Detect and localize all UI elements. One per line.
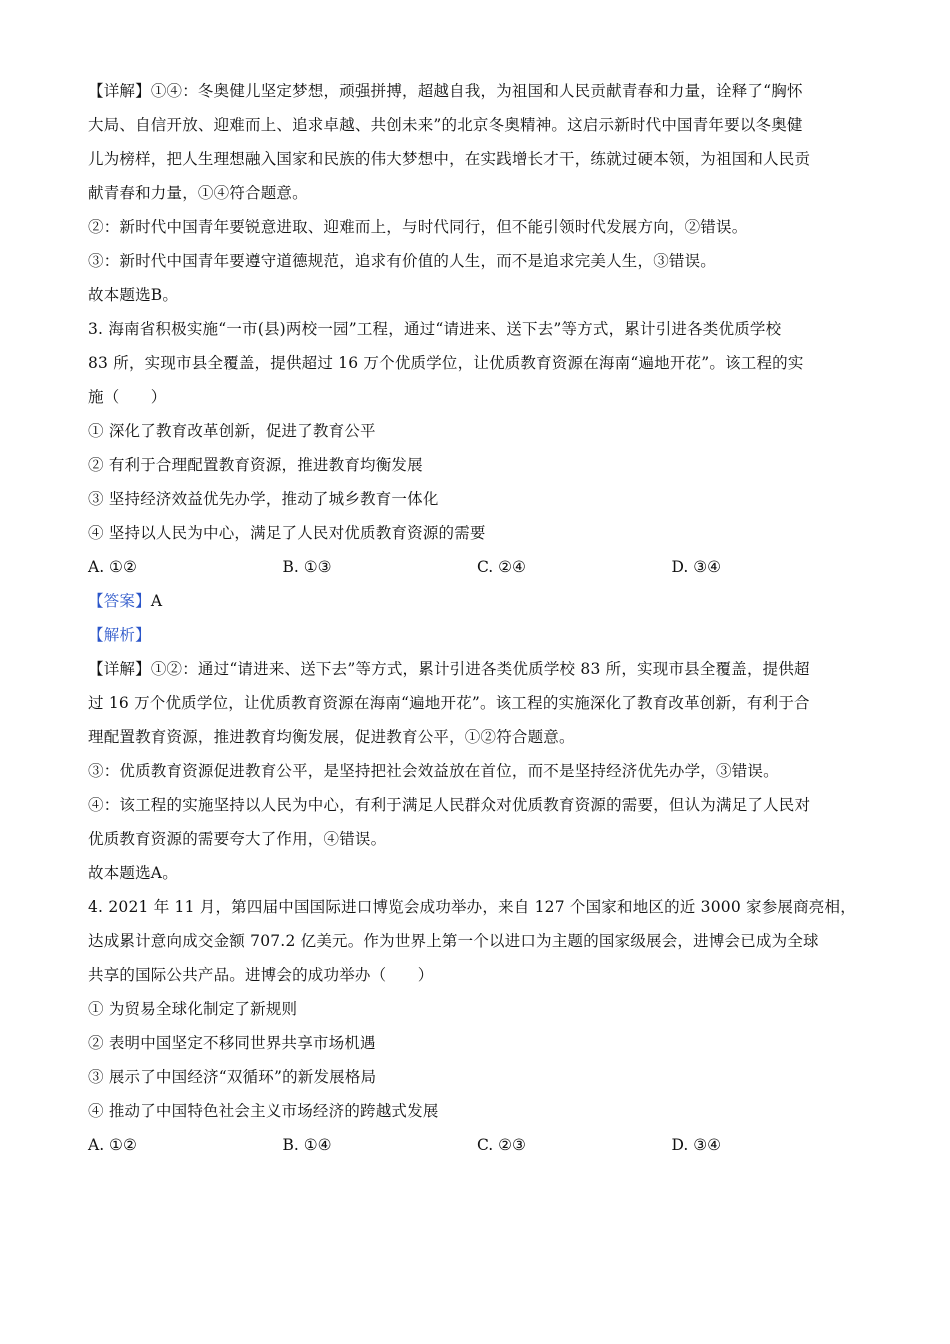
q4-item: ④ 推动了中国特色社会主义市场经济的跨越式发展 <box>88 1102 439 1120</box>
q4-item: ③ 展示了中国经济“双循环”的新发展格局 <box>88 1068 377 1086</box>
q4-item: ② 表明中国坚定不移同世界共享市场机遇 <box>88 1034 376 1052</box>
q3-option-c: C. ②④ <box>477 558 526 576</box>
q4-option-d: D. ③④ <box>671 1136 722 1154</box>
q2-detail-line: 大局、自信开放、迎难而上、追求卓越、共创未来”的北京冬奥精神。这启示新时代中国青年要以冬奥健 <box>88 116 803 134</box>
q3-stem-line: 83 所，实现市县全覆盖，提供超过 16 万个优质学位，让优质教育资源在海南“遍地开花”。该工程的实 <box>88 354 804 372</box>
q3-item: ④ 坚持以人民为中心，满足了人民对优质教育资源的需要 <box>88 524 486 542</box>
q2-conclusion: 故本题选B。 <box>88 286 179 304</box>
q4-options <box>88 1128 866 1162</box>
q4-item: ① 为贸易全球化制定了新规则 <box>88 1000 298 1018</box>
q4-stem-line: 达成累计意向成交金额 707.2 亿美元。作为世界上第一个以进口为主题的国家级展会，进博会已成为全球 <box>88 932 819 950</box>
q2-detail-line: 【详解】①④：冬奥健儿坚定梦想，顽强拼搏，超越自我，为祖国和人民贡献青春和力量，诠释了“胸怀 <box>88 82 803 100</box>
q3-item: ③ 坚持经济效益优先办学，推动了城乡教育一体化 <box>88 490 439 508</box>
detail-tag: 【详解】 <box>88 660 151 678</box>
q4-option-b: B. ①④ <box>282 1136 332 1154</box>
q3-answer <box>88 584 866 618</box>
q3-detail-line: 优质教育资源的需要夸大了作用，④错误。 <box>88 830 387 848</box>
q4-stem-line: 共享的国际公共产品。进博会的成功举办（ ） <box>88 966 434 984</box>
q3-detail-line: ④：该工程的实施坚持以人民为中心，有利于满足人民群众对优质教育资源的需要，但认为满足了人民对 <box>88 796 811 814</box>
detail-tag: 【详解】 <box>88 82 151 100</box>
q2-detail-line: 献青春和力量，①④符合题意。 <box>88 184 308 202</box>
q3-option-a: A. ①② <box>88 558 137 576</box>
q3-option-b: B. ①③ <box>282 558 332 576</box>
q4-stem-line: 4. 2021 年 11 月，第四届中国国际进口博览会成功举办，来自 127 个国家和地区的近 3000 家参展商亮相， <box>88 898 856 916</box>
answer-tag: 【答案】 <box>88 592 151 610</box>
q3-item: ① 深化了教育改革创新，促进了教育公平 <box>88 422 376 440</box>
answer-value: A <box>150 592 163 610</box>
q3-stem-line: 施（ ） <box>88 388 167 406</box>
q3-option-d: D. ③④ <box>671 558 722 576</box>
q3-stem-line: 3. 海南省积极实施“一市(县)两校一园”工程，通过“请进来、送下去”等方式，累计引进各类优质学校 <box>88 320 782 338</box>
q4-option-a: A. ①② <box>88 1136 137 1154</box>
q3-detail-line: 【详解】①②：通过“请进来、送下去”等方式，累计引进各类优质学校 83 所，实现市县全覆盖，提供超 <box>88 660 810 678</box>
q2-detail-line: 儿为榜样，把人生理想融入国家和民族的伟大梦想中，在实践增长才干，练就过硬本领，为祖国和人民贡 <box>88 150 811 168</box>
q2-detail-line: ②：新时代中国青年要锐意进取、迎难而上，与时代同行，但不能引领时代发展方向，②错误。 <box>88 218 748 236</box>
q3-detail-line: ③：优质教育资源促进教育公平，是坚持把社会效益放在首位，而不是坚持经济优先办学，③错误。 <box>88 762 779 780</box>
q3-detail-line: 过 16 万个优质学位，让优质教育资源在海南“遍地开花”。该工程的实施深化了教育改革创新，有利于合 <box>88 694 810 712</box>
q3-detail-line: 理配置教育资源，推进教育均衡发展，促进教育公平，①②符合题意。 <box>88 728 575 746</box>
q4-option-c: C. ②③ <box>477 1136 526 1154</box>
q2-detail-line: ③：新时代中国青年要遵守道德规范，追求有价值的人生，而不是追求完美人生，③错误。 <box>88 252 717 270</box>
analysis-tag: 【解析】 <box>88 626 151 644</box>
q3-conclusion: 故本题选A。 <box>88 864 178 882</box>
document-page <box>88 74 866 1162</box>
q3-item: ② 有利于合理配置教育资源，推进教育均衡发展 <box>88 456 423 474</box>
q3-options <box>88 550 866 584</box>
